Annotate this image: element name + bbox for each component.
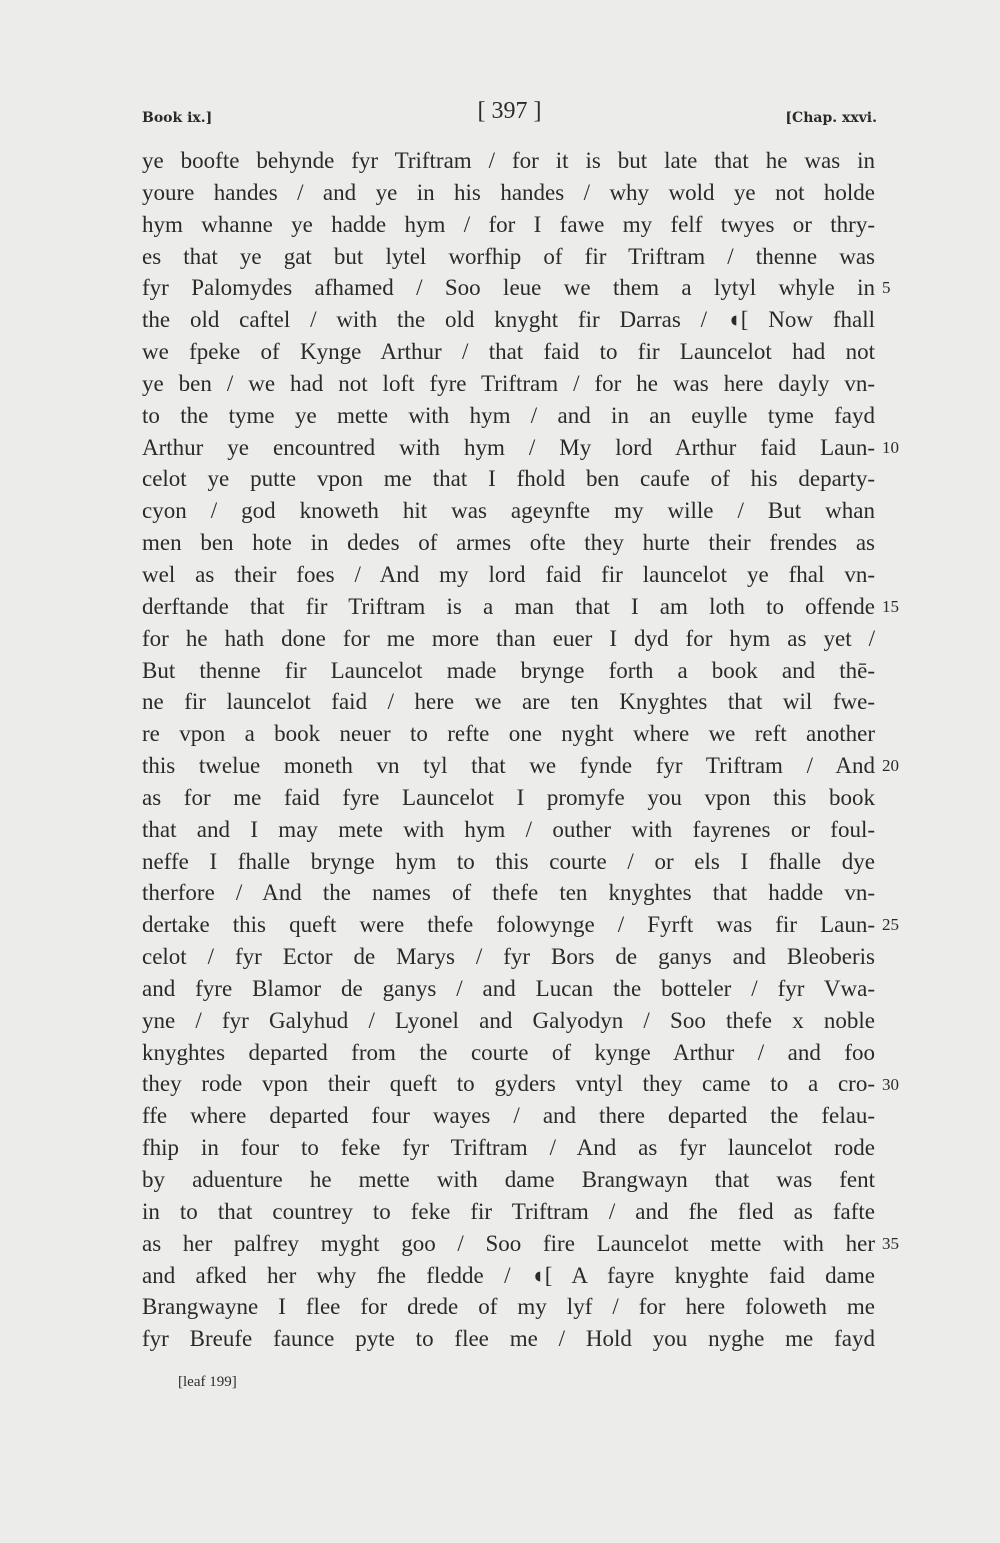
text-line: as for me faid fyre Launcelot I promyfe you vpon this book [142,784,875,810]
text-line: this twelue moneth vn tyl that we fynde fyr Triftram / And [142,753,875,779]
text-line: therfore / And the names of thefe ten knyghtes that hadde vn- [142,880,875,906]
text-line: hym whanne ye hadde hym / for I fawe my felf twyes or thry- [142,211,875,237]
text-line: that and I may mete with hym / outher with fayrenes or foul- [142,816,875,842]
book-label: Book ix.] [142,110,213,126]
text-line: to the tyme ye mette with hym / and in an euylle tyme fayd [142,402,875,428]
line-number: 35 [882,1233,899,1253]
text-line: we fpeke of Kynge Arthur / that faid to fir Launcelot had not [142,339,875,365]
page-number: [ 397 ] [477,98,542,124]
page-header [142,98,877,138]
text-line: youre handes / and ye in his handes / why wold ye not holde [142,179,875,205]
text-line: fyr Palomydes afhamed / Soo leue we them a lytyl whyle in [142,275,875,301]
text-line: ye boofte behynde fyr Triftram / for it is but late that he was in [142,148,875,173]
chapter-label: [Chap. xxvi. [785,110,877,126]
body-text [142,145,875,1355]
text-line: celot / fyr Ector de Marys / fyr Bors de ganys and Bleoberis [142,944,875,970]
text-line: for he hath done for me more than euer I dyd for hym as yet / [142,625,875,651]
text-line: dertake this queft were thefe folowynge / Fyrft was fir Laun- [142,912,875,938]
text-line: fyr Breufe faunce pyte to flee me / Hold you nyghe me fayd [142,1326,875,1352]
line-number: 20 [882,756,899,776]
line-number: 5 [882,278,891,298]
text-line: in to that countrey to feke fir Triftram / and fhe fled as fafte [142,1198,875,1224]
line-number: 15 [882,596,899,616]
text-line: men ben hote in dedes of armes ofte they hurte their frendes as [142,530,875,556]
text-line: es that ye gat but lytel worfhip of fir Triftram / thenne was [142,243,875,269]
text-line: yne / fyr Galyhud / Lyonel and Galyodyn / Soo thefe x noble [142,1007,875,1033]
text-line: as her palfrey myght goo / Soo fire Launcelot mette with her [142,1230,875,1256]
text-line: But thenne fir Launcelot made brynge forth a book and thē- [142,657,875,683]
text-line: by aduenture he mette with dame Brangwayn that was fent [142,1167,875,1192]
text-line: cyon / god knoweth hit was ageynfte my wille / But whan [142,498,875,524]
text-line: derftande that fir Triftram is a man that I am loth to offende [142,593,875,619]
text-line: the old caftel / with the old knyght fir Darras / ◖[ Now fhall [142,307,875,333]
text-line: ffe where departed four wayes / and there departed the felau- [142,1103,875,1129]
line-number: 25 [882,915,899,935]
line-number: 10 [882,437,899,457]
text-line: and afked her why fhe fledde / ◖[ A fayre knyghte faid dame [142,1262,875,1288]
text-line: fhip in four to feke fyr Triftram / And as fyr launcelot rode [142,1135,875,1161]
line-number: 30 [882,1074,899,1094]
text-line: ye ben / we had not loft fyre Triftram / for he was here dayly vn- [142,370,875,396]
text-line: celot ye putte vpon me that I fhold ben caufe of his departy- [142,466,875,492]
text-line: re vpon a book neuer to refte one nyght where we reft another [142,721,875,747]
text-line: neffe I fhalle brynge hym to this courte / or els I fhalle dye [142,848,875,874]
text-line: knyghtes departed from the courte of kynge Arthur / and foo [142,1039,875,1065]
text-line: and fyre Blamor de ganys / and Lucan the botteler / fyr Vwa- [142,975,875,1001]
text-line: Brangwayne I flee for drede of my lyf / for here foloweth me [142,1294,875,1320]
text-line: ne fir launcelot faid / here we are ten Knyghtes that wil fwe- [142,689,875,715]
text-line: Arthur ye encountred with hym / My lord Arthur faid Laun- [142,434,875,460]
text-line: wel as their foes / And my lord faid fir launcelot ye fhal vn- [142,561,875,587]
text-line: they rode vpon their queft to gyders vntyl they came to a cro- [142,1071,875,1097]
leaf-note: [leaf 199] [178,1374,237,1390]
